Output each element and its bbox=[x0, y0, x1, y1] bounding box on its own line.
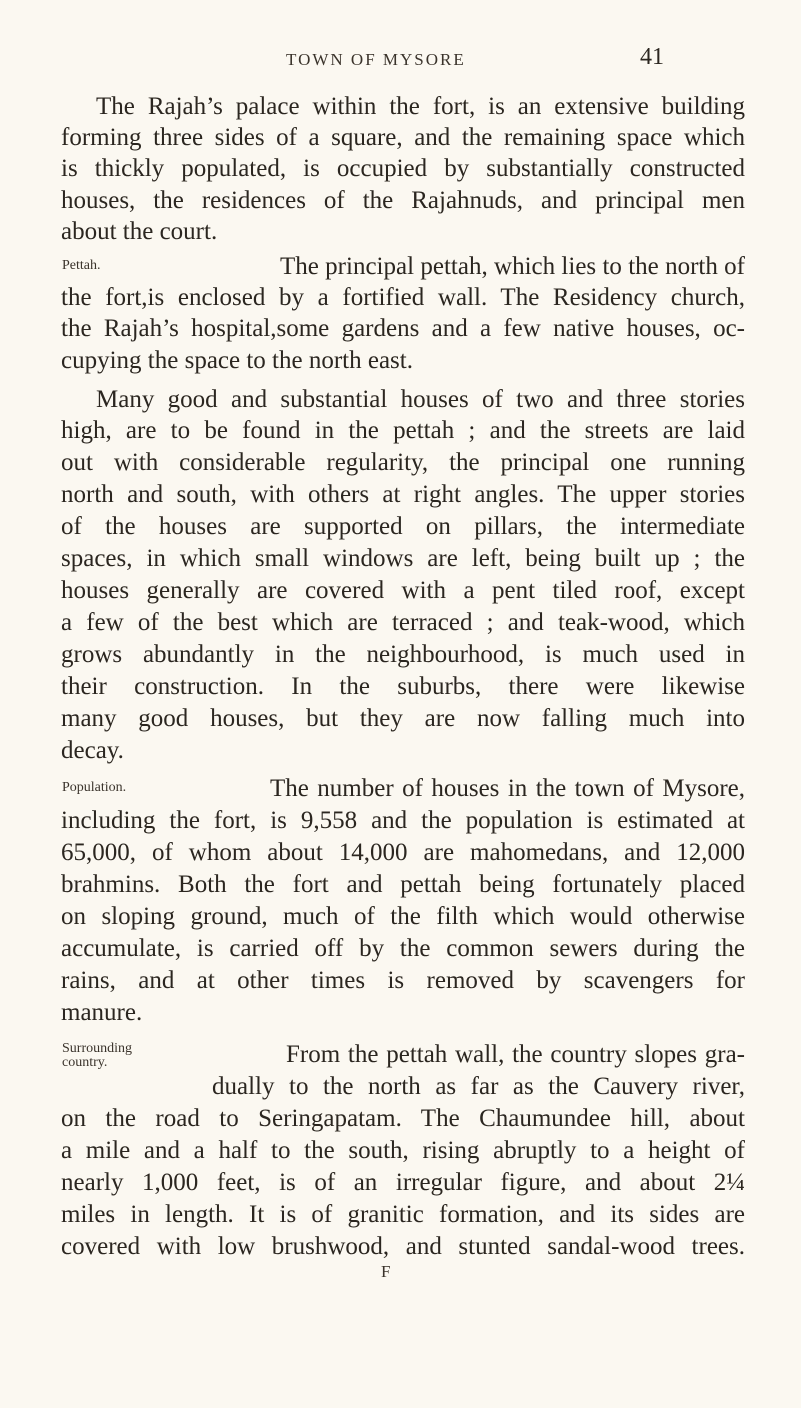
text-line: The principal pettah, which lies to the north of bbox=[280, 253, 745, 280]
text-line: forming three sides of a square, and the remaining space which bbox=[61, 124, 745, 151]
text-line: out with considerable regularity, the principal one running bbox=[61, 449, 745, 476]
text-line: a mile and a half to the south, rising abruptly to a height of bbox=[61, 1137, 745, 1164]
text-line: nearly 1,000 feet, is of an irregular figure, and about 2¼ bbox=[61, 1169, 745, 1196]
text-line: the fort,is enclosed by a fortified wall. The Residency church, bbox=[61, 284, 745, 311]
text-line: spaces, in which small windows are left, being built up ; the bbox=[61, 545, 745, 572]
page-number: 41 bbox=[640, 44, 664, 70]
text-line: decay. bbox=[61, 737, 124, 764]
margin-note-population: Population. bbox=[62, 780, 127, 795]
text-line: the Rajah’s hospital,some gardens and a few native houses, oc- bbox=[61, 315, 745, 342]
text-line: north and south, with others at right angles. The upper stories bbox=[61, 481, 745, 508]
text-line: dually to the north as far as the Cauvery river, bbox=[212, 1073, 745, 1100]
text-line: on sloping ground, much of the filth which would otherwise bbox=[61, 903, 745, 930]
text-line: covered with low brushwood, and stunted sandal-wood trees. bbox=[61, 1233, 745, 1260]
margin-note-pettah: Pettah. bbox=[62, 258, 101, 273]
text-line: The Rajah’s palace within the fort, is an extensive building bbox=[96, 93, 745, 120]
text-line: accumulate, is carried off by the common sewers during the bbox=[61, 935, 745, 962]
text-line: many good houses, but they are now falling much into bbox=[61, 705, 745, 732]
text-line: 65,000, of whom about 14,000 are mahomedans, and 12,000 bbox=[61, 839, 745, 866]
text-line: about the court. bbox=[61, 218, 218, 245]
margin-note-surrounding-line-2: country. bbox=[62, 1055, 108, 1070]
text-line: rains, and at other times is removed by scavengers for bbox=[61, 967, 745, 994]
text-line: of the houses are supported on pillars, the intermediate bbox=[61, 513, 745, 540]
running-head bbox=[0, 46, 801, 76]
text-line: Many good and substantial houses of two and three stories bbox=[96, 386, 745, 413]
text-line: high, are to be found in the pettah ; and the streets are laid bbox=[61, 417, 745, 444]
text-line: including the fort, is 9,558 and the population is estimated at bbox=[61, 807, 745, 834]
text-line: The number of houses in the town of Mysore, bbox=[270, 775, 745, 802]
running-title: TOWN OF MYSORE bbox=[286, 50, 466, 69]
text-line: on the road to Seringapatam. The Chaumundee hill, about bbox=[61, 1105, 745, 1132]
text-line: From the pettah wall, the country slopes gra- bbox=[286, 1041, 745, 1068]
signature-mark: F bbox=[381, 1262, 391, 1281]
text-line: cupying the space to the north east. bbox=[61, 347, 413, 374]
text-line: brahmins. Both the fort and pettah being fortunately placed bbox=[61, 871, 745, 898]
text-line: a few of the best which are terraced ; and teak-wood, which bbox=[61, 609, 745, 636]
text-line: houses, the residences of the Rajahnuds, and principal men bbox=[61, 187, 745, 214]
text-line: manure. bbox=[61, 999, 143, 1026]
text-line: miles in length. It is of granitic formation, and its sides are bbox=[61, 1201, 745, 1228]
margin-note-surrounding-line-1: Surrounding bbox=[62, 1041, 132, 1056]
text-line: their construction. In the suburbs, there were likewise bbox=[61, 673, 745, 700]
text-line: is thickly populated, is occupied by substantially constructed bbox=[61, 155, 745, 182]
text-line: grows abundantly in the neighbourhood, is much used in bbox=[61, 641, 745, 668]
text-line: houses generally are covered with a pent tiled roof, except bbox=[61, 577, 745, 604]
